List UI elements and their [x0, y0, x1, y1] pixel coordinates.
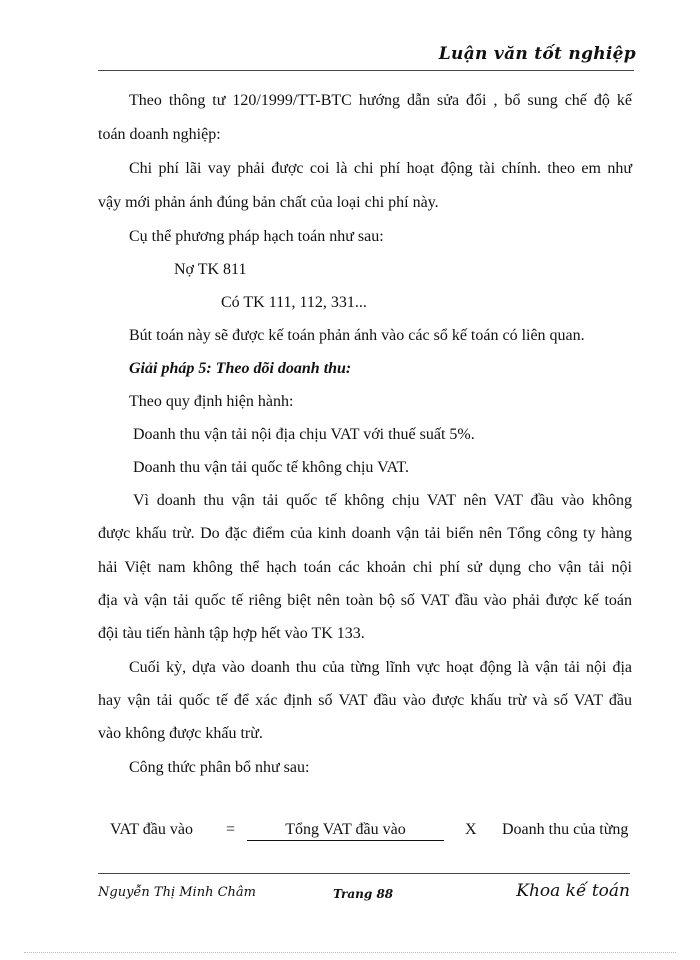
paragraph-line: Theo thông tư 120/1999/TT-BTC hướng dẫn sửa đổi , bổ sung chế độ kế [129, 92, 632, 109]
header-title: Luận văn tốt nghiệp [438, 44, 636, 64]
page-edge-divider [24, 952, 676, 953]
formula-equals: = [226, 821, 236, 838]
section-heading: Giải pháp 5: Theo dõi doanh thu: [129, 360, 352, 377]
paragraph-line: Doanh thu vận tải nội địa chịu VAT với thuế suất 5%. [133, 426, 475, 443]
formula-lhs: VAT đầu vào [110, 821, 193, 838]
paragraph-line: Doanh thu vận tải quốc tế không chịu VAT. [133, 459, 409, 476]
formula-numerator: Tổng VAT đầu vào [247, 821, 444, 841]
paragraph-line: được khấu trừ. Do đặc điểm của kinh doanh vận tải biển nên Tổng công ty hàng [98, 525, 632, 542]
paragraph-line: Công thức phân bổ như sau: [129, 759, 310, 776]
paragraph-line: hải Việt nam không thể hạch toán các khoản chi phí sử dụng cho vận tải nội [98, 559, 632, 576]
paragraph-line: vậy mới phản ánh đúng bản chất của loại chi phí này. [98, 194, 439, 211]
paragraph-line: toán doanh nghiệp: [98, 126, 221, 143]
footer-rule [98, 873, 630, 874]
footer-author: Nguyễn Thị Minh Châm [98, 885, 256, 900]
paragraph-line: Cụ thể phương pháp hạch toán như sau: [129, 228, 384, 245]
paragraph-line: Theo quy định hiện hành: [129, 393, 294, 410]
footer-page-number: Trang 88 [333, 887, 394, 901]
paragraph-line: Bút toán này sẽ được kế toán phản ánh vào các sổ kế toán có liên quan. [129, 327, 585, 344]
paragraph-line: hay vận tải quốc tế để xác định số VAT đầu vào được khấu trừ và số VAT đầu [98, 692, 632, 709]
paragraph-line: Cuối kỳ, dựa vào doanh thu của từng lĩnh vực hoạt động là vận tải nội địa [129, 659, 632, 676]
paragraph-line: Chi phí lãi vay phải được coi là chi phí hoạt động tài chính. theo em như [129, 160, 632, 177]
paragraph-line: địa và vận tải quốc tế riêng biệt nên toàn bộ số VAT đầu vào phải được kế toán [98, 592, 632, 609]
formula-times: X [465, 821, 477, 838]
journal-credit: Có TK 111, 112, 331... [221, 294, 367, 311]
journal-debit: Nợ TK 811 [174, 261, 247, 278]
paragraph-line: vào không được khấu trừ. [98, 725, 263, 742]
footer-department: Khoa kế toán [516, 881, 630, 901]
formula-rhs: Doanh thu của từng [502, 821, 629, 838]
paragraph-line: đội tàu tiến hành tập hợp hết vào TK 133. [98, 625, 365, 642]
header-rule [98, 70, 634, 71]
paragraph-line: Vì doanh thu vận tải quốc tế không chịu VAT nên VAT đầu vào không [133, 492, 632, 509]
